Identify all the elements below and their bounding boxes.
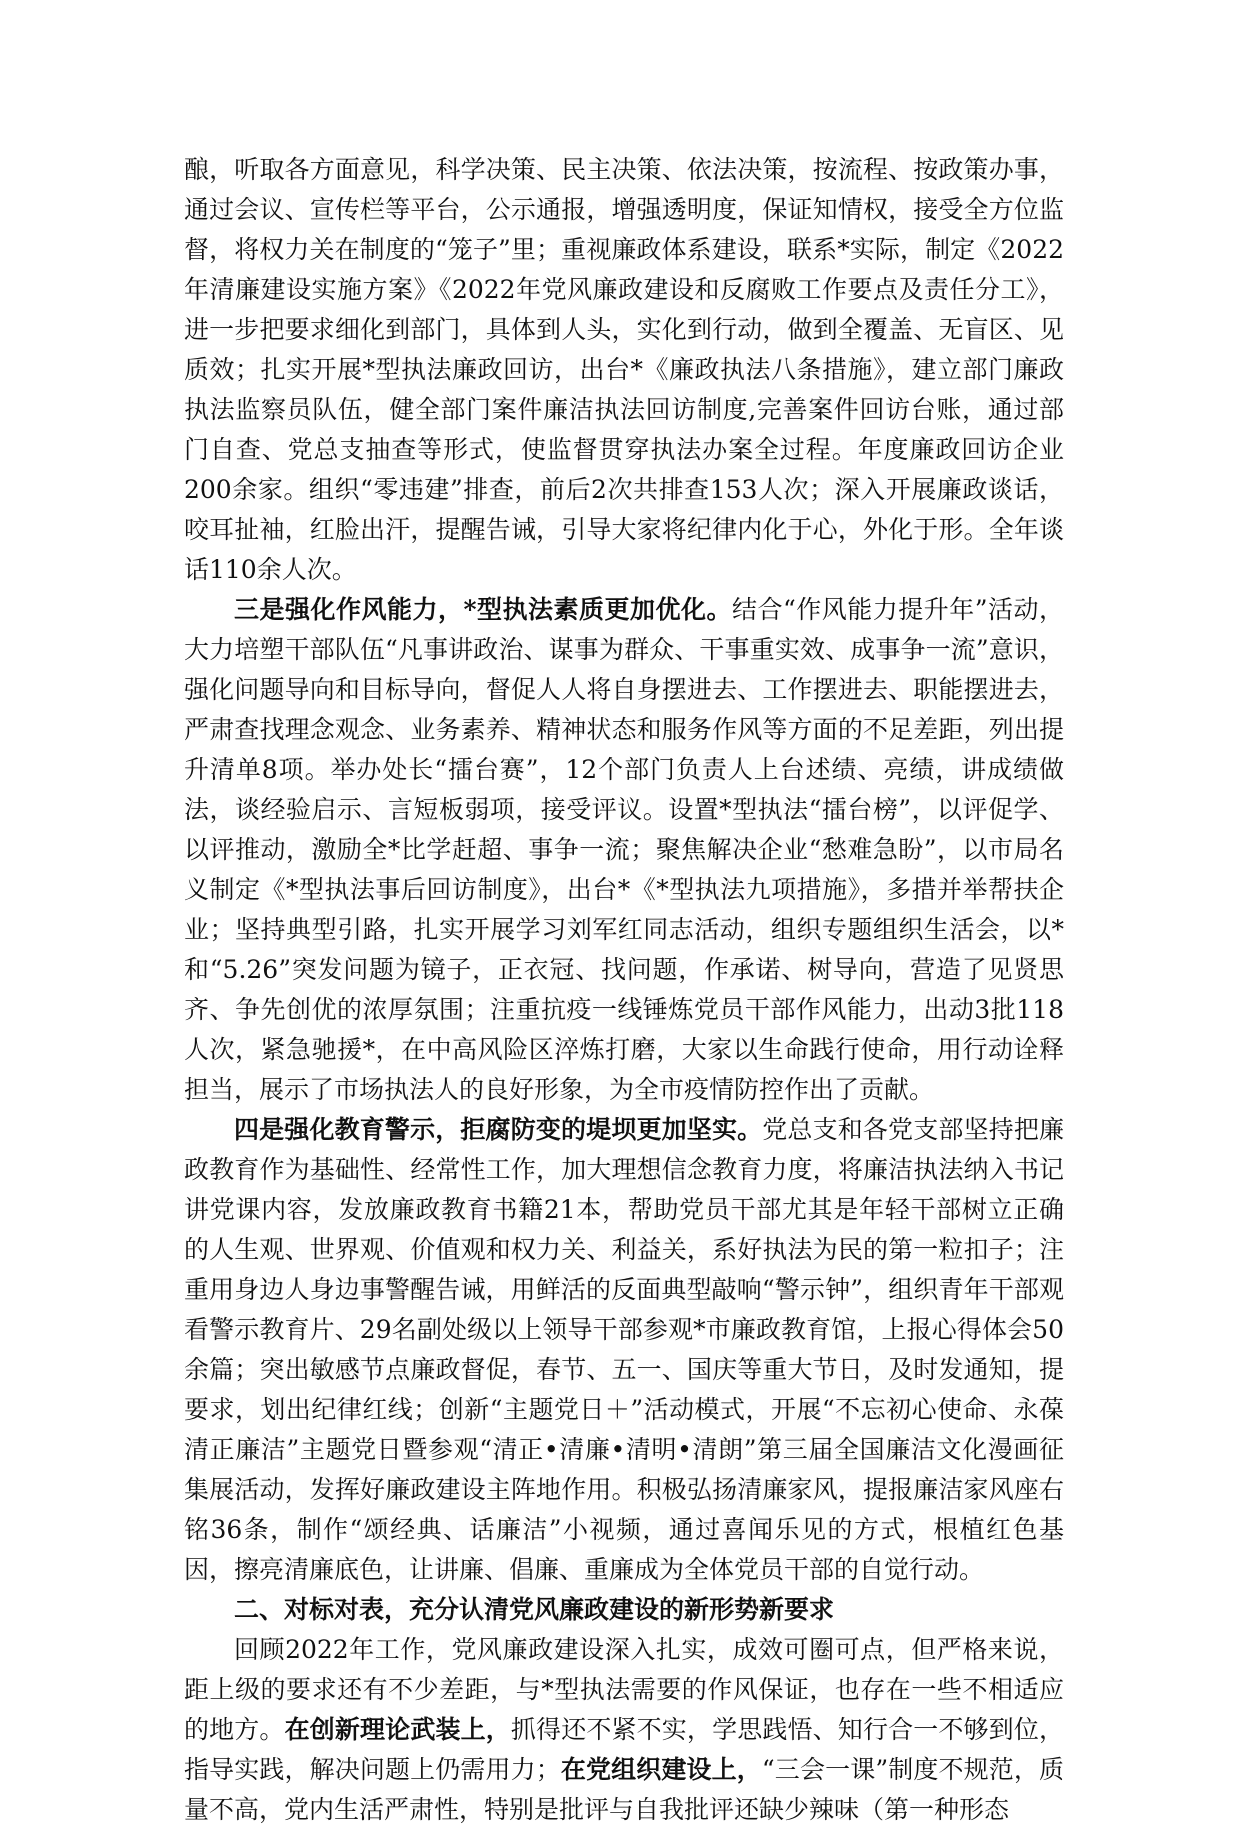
- paragraph-item-four: [184, 1110, 1064, 1590]
- paragraph-item-three: [184, 590, 1064, 1110]
- paragraph-lead: 三是强化作风能力，*型执法素质更加优化。: [234, 595, 732, 624]
- paragraph-body: 党总支和各党支部坚持把廉政教育作为基础性、经常性工作，加大理想信念教育力度，将廉洁执法纳入书记讲党课内容，发放廉政教育书籍21本，帮助党员干部尤其是年轻干部树立正确的人生观、世界观、价值观和权力关、利益关，系好执法为民的第一粒扣子；注重用身边人身边事警醒告诫，用鲜活的反面典型敲响“警示钟”，组织青年干部观看警示教育片、29名副处级以上领导干部参观*市廉政教育馆，上报心得体会50余篇；突出敏感节点廉政督促，春节、五一、国庆等重大节日，及时发通知，提要求，划出纪律红线；创新“主题党日＋”活动模式，开展“不忘初心使命、永葆清正廉洁”主题党日暨参观“清正•清廉•清明•清朗”第三届全国廉洁文化漫画征集展活动，发挥好廉政建设主阵地作用。积极弘扬清廉家风，提报廉洁家风座右铭36条，制作“颂经典、话廉洁”小视频，通过喜闻乐见的方式，根植红色基因，擦亮清廉底色，让讲廉、倡廉、重廉成为全体党员干部的自觉行动。: [184, 1115, 1064, 1584]
- paragraph-lead: 在创新理论武装上，: [284, 1715, 511, 1744]
- paragraph-review: [184, 1630, 1064, 1830]
- paragraph-body: “三会一课”制度不规范，质量不高，党内生活严肃性，特别是批评与自我批评还缺少辣味（第一种形态: [184, 1755, 1064, 1824]
- paragraph-intro: 回顾2022年工作，党风廉政建设深入扎实，成效可圈可点，但严格来说，距上级的要求还有不少差距，与*型执法需要的作风保证，也存在一些不相适应的地方。: [184, 1635, 1064, 1744]
- document-page: [184, 150, 1064, 1830]
- paragraph-body: 抓得还不紧不实，学思践悟、知行合一不够到位，指导实践，解决问题上仍需用力；: [184, 1715, 1064, 1784]
- paragraph-continuation: 酿，听取各方面意见，科学决策、民主决策、依法决策，按流程、按政策办事，通过会议、宣传栏等平台，公示通报，增强透明度，保证知情权，接受全方位监督，将权力关在制度的“笼子”里；重视廉政体系建设，联系*实际，制定《2022年清廉建设实施方案》《2022年党风廉政建设和反腐败工作要点及责任分工》，进一步把要求细化到部门，具体到人头，实化到行动，做到全覆盖、无盲区、见质效；扎实开展*型执法廉政回访，出台*《廉政执法八条措施》，建立部门廉政执法监察员队伍，健全部门案件廉洁执法回访制度,完善案件回访台账，通过部门自查、党总支抽查等形式，使监督贯穿执法办案全过程。年度廉政回访企业200余家。组织“零违建”排查，前后2次共排查153人次；深入开展廉政谈话，咬耳扯袖，红脸出汗，提醒告诫，引导大家将纪律内化于心，外化于形。全年谈话110余人次。: [184, 155, 1064, 584]
- paragraph-lead: 四是强化教育警示，拒腐防变的堤坝更加坚实。: [234, 1115, 763, 1144]
- paragraph-lead: 在党组织建设上，: [560, 1755, 762, 1784]
- section-heading: 二、对标对表，充分认清党风廉政建设的新形势新要求: [234, 1595, 835, 1624]
- paragraph-body: 结合“作风能力提升年”活动，大力培塑干部队伍“凡事讲政治、谋事为群众、干事重实效、成事争一流”意识，强化问题导向和目标导向，督促人人将自身摆进去、工作摆进去、职能摆进去，严肃查找理念观念、业务素养、精神状态和服务作风等方面的不足差距，列出提升清单8项。举办处长“擂台赛”，12个部门负责人上台述绩、亮绩，讲成绩做法，谈经验启示、言短板弱项，接受评议。设置*型执法“擂台榜”，以评促学、以评推动，激励全*比学赶超、事争一流；聚焦解决企业“愁难急盼”，以市局名义制定《*型执法事后回访制度》，出台*《*型执法九项措施》，多措并举帮扶企业；坚持典型引路，扎实开展学习刘军红同志活动，组织专题组织生活会，以*和“5.26”突发问题为镜子，正衣冠、找问题，作承诺、树导向，营造了见贤思齐、争先创优的浓厚氛围；注重抗疫一线锤炼党员干部作风能力，出动3批118人次，紧急驰援*，在中高风险区淬炼打磨，大家以生命践行使命，用行动诠释担当，展示了市场执法人的良好形象，为全市疫情防控作出了贡献。: [184, 595, 1064, 1104]
